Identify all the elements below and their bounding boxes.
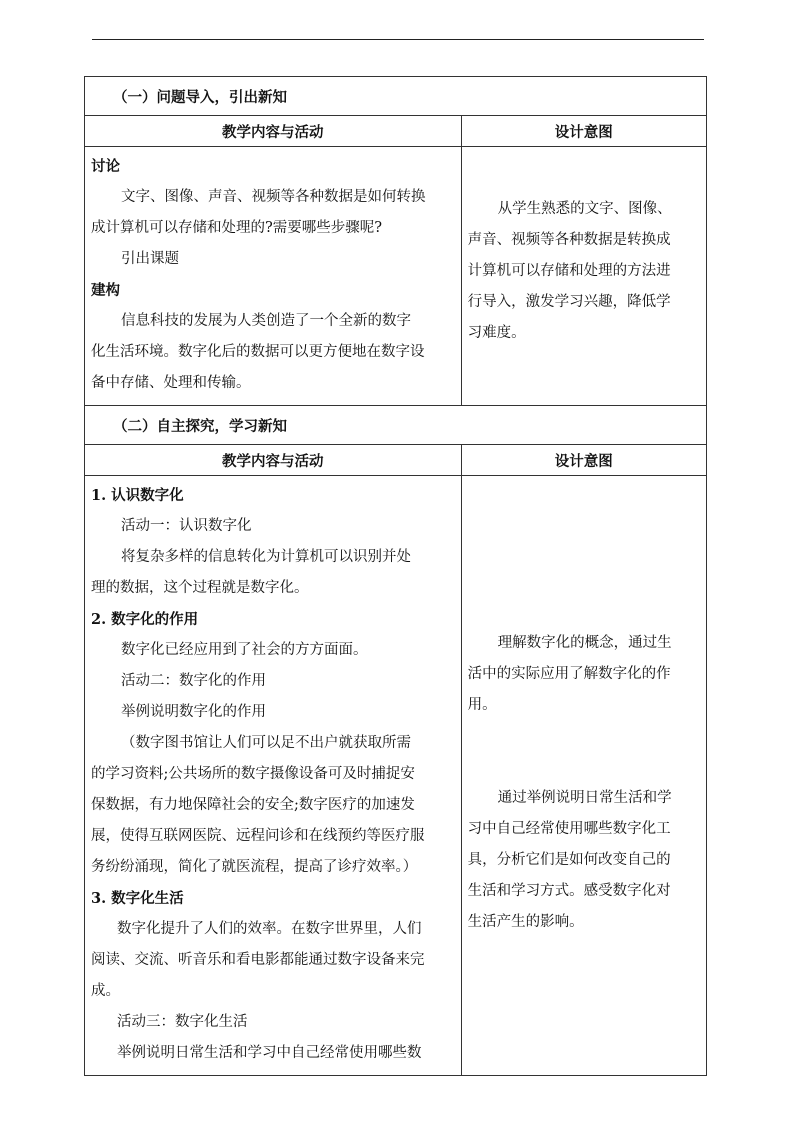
activity-3-desc: 举例说明日常生活和学习中自己经常使用哪些数 (117, 1045, 422, 1061)
section2-header (85, 406, 707, 445)
build-line: 信息科技的发展为人类创造了一个全新的数字 (121, 313, 411, 329)
intent-line: 从学生熟悉的文字、图像、 (497, 201, 672, 217)
build-line: 化生活环境。数字化后的数据可以更方便地在数字设 (91, 344, 425, 360)
section2-content-cell (85, 476, 462, 1076)
paragraph-line: 数字化已经应用到了社会的方方面面。 (121, 642, 368, 658)
intent-line: 计算机可以存储和处理的方法进 (467, 263, 671, 279)
intent-line: 活中的实际应用了解数字化的作 (467, 666, 671, 682)
section1-header (85, 77, 707, 116)
section1-intent (468, 194, 700, 349)
section2-title: （二）自主探究，学习新知 (85, 406, 707, 445)
activity-3: 活动三：数字化生活 (117, 1014, 248, 1030)
section1-col-content: 教学内容与活动 (85, 116, 462, 147)
header-rule (92, 39, 704, 40)
example-line: 的学习资料;公共场所的数字摄像设备可及时捕捉安 (91, 766, 415, 782)
paragraph-line: 阅读、交流、听音乐和看电影都能通过数字设备来完 (91, 952, 425, 968)
example-line: 展，使得互联网医院、远程问诊和在线预约等医疗服 (91, 828, 425, 844)
intent-line: 用。 (467, 697, 497, 713)
example-line: 务纷纷涌现，简化了就医流程，提高了诊疗效率。） (91, 859, 418, 875)
section2-intent-b (468, 783, 700, 938)
intent-line: 通过举例说明日常生活和学 (497, 790, 672, 806)
activity-1: 活动一：认识数字化 (121, 518, 252, 534)
activity-2: 活动二：数字化的作用 (121, 673, 266, 689)
discuss-line: 文字、图像、声音、视频等各种数据是如何转换 (121, 189, 426, 205)
section1-body (85, 147, 707, 406)
heading-3: 3. 数字化生活 (91, 890, 184, 907)
heading-1: 1. 认识数字化 (91, 487, 184, 504)
example-line: 保数据，有力地保障社会的安全;数字医疗的加速发 (91, 797, 415, 813)
section2-body (85, 476, 707, 1076)
paragraph-line: 理的数据，这个过程就是数字化。 (91, 580, 309, 596)
intent-line: 理解数字化的概念，通过生 (497, 635, 672, 651)
lesson-plan-table (84, 76, 707, 1076)
section2-col-content: 教学内容与活动 (85, 445, 462, 476)
section2-intent-a (468, 628, 700, 721)
intent-line: 具，分析它们是如何改变自己的 (467, 852, 671, 868)
intent-line: 声音、视频等各种数据是转换成 (467, 232, 671, 248)
label-build: 建构 (91, 282, 120, 299)
intent-line: 习难度。 (467, 325, 526, 341)
intent-line: 生活和学习方式。感受数字化对 (467, 883, 671, 899)
example-line: （数字图书馆让人们可以足不出户就获取所需 (121, 735, 411, 751)
paragraph-line: 成。 (91, 983, 120, 999)
section2-column-headers (85, 445, 707, 476)
section2-intent-cell (461, 476, 706, 1076)
lead-text: 引出课题 (121, 251, 179, 267)
paragraph-line: 数字化提升了人们的效率。在数字世界里，人们 (117, 921, 422, 937)
discuss-line: 成计算机可以存储和处理的?需要哪些步骤呢? (91, 220, 383, 236)
section1-intent-cell (461, 147, 706, 406)
label-discuss: 讨论 (91, 158, 120, 175)
build-line: 备中存储、处理和传输。 (91, 375, 251, 391)
intent-line: 行导入，激发学习兴趣，降低学 (467, 294, 671, 310)
paragraph-line: 将复杂多样的信息转化为计算机可以识别并处 (121, 549, 411, 565)
heading-2: 2. 数字化的作用 (91, 611, 199, 628)
section1-title: （一）问题导入，引出新知 (85, 77, 707, 116)
section1-column-headers (85, 116, 707, 147)
section1-content-cell (85, 147, 462, 406)
section2-col-intent: 设计意图 (461, 445, 706, 476)
intent-line: 习中自己经常使用哪些数字化工 (467, 821, 671, 837)
intent-line: 生活产生的影响。 (467, 914, 584, 930)
section1-col-intent: 设计意图 (461, 116, 706, 147)
activity-2-desc: 举例说明数字化的作用 (121, 704, 266, 720)
